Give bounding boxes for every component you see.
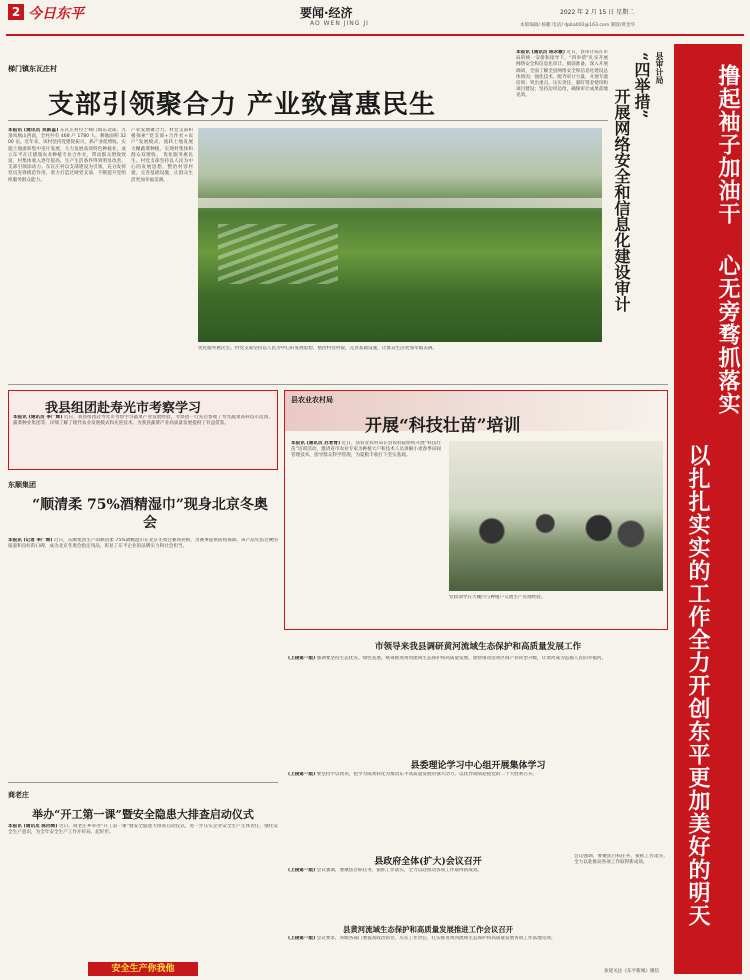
- footer-credit: 欢迎关注《东平新闻》微信: [604, 969, 660, 974]
- science-text: 近日，县农业农村局在县农科院组织开展“科技壮苗”培训活动，邀请省市农业专家为种植大户和技术人员讲解小麦春季田间管理技术，指导群众科学管理，为夏粮丰收打下坚实基础。: [291, 441, 441, 459]
- section-title: 要闻·经济: [300, 6, 353, 20]
- gov-meeting-continued-text: 会议强调，要聚焦目标任务，狠抓工作落实，全力以赴推动各项工作取得新成效。: [574, 854, 668, 866]
- slogan-banner: [674, 44, 742, 974]
- theory-study-body: [288, 772, 668, 850]
- masthead-rule: [6, 34, 744, 36]
- editor-line: 本版编辑/ 杨鹏 电话/ dpba002@163.com 制版/黄金华: [520, 23, 636, 28]
- top-story-title: 支部引领聚合力 产业致富惠民生: [48, 90, 437, 120]
- gov-meeting-continued: [574, 854, 668, 966]
- shanglaozhuang-title: 举办“开工第一课”暨安全隐患大排查启动仪式: [32, 808, 254, 821]
- river-meeting-body: [288, 936, 568, 976]
- shanglaozhuang-kicker: 商老庄: [8, 791, 29, 799]
- slogan-col-3: 以扎扎实实的工作全力开创东平更加美好的明天: [685, 444, 711, 927]
- top-story-body-3: 产业发展聚合力。村党支部积极探索“党支部+合作社+农户”发展模式，流转土地发展大棚蔬菜种植，实现村集体和群众双增收。: [131, 128, 193, 158]
- theory-study-byline: (上接第一版): [288, 772, 316, 777]
- top-story-body-1: 东瓦庄村位于梯门镇东北部，九顶凤凰山西南，全村共有 468 户 1780 人，耕地面积 3200 亩。近年来，该村坚持党建促振兴，抓产业促增收，实施土地流转集中连片发展，大力发展高效特色种植业，成立东平瓦庄德瑞农业种植专业合作社，带动群众增收致富，村集体收入逐年提高，生产生活条件得到明显改善。: [8, 128, 126, 165]
- study-tour-text: 近日，我县组团赴寿光市考察学习蔬菜产业发展经验。考察团一行先后参观了寿光蔬菜高科技示范园、蔬菜种业集团等，详细了解了现代农业发展模式和先进技术，为我县蔬菜产业高质量发展提供了有益借鉴。: [13, 415, 273, 427]
- city-leader-text: 强调要坚持生态优先、绿色发展，统筹推进黄河流域生态保护和高质量发展，加快推动沿黄区域产业转型升级，让黄河成为造福人民的幸福河。: [316, 656, 607, 661]
- shanglaozhuang-text: 近日，商老庄乡举办“开工第一课”暨安全隐患大排查启动仪式，进一步压实企业安全生产主体责任，强化安全生产意识，为全年安全生产工作开好局、起好步。: [8, 824, 278, 836]
- training-photo-caption: 党政领导在大棚内与种植户交流生产管理经验。: [449, 595, 546, 600]
- top-story-body-2: 支部引领添动力。东瓦庄村以支部建设为引领，充分发挥党员先锋模范作用，着力打造过硬党支部，不断提升党组织服务群众能力。: [8, 165, 126, 183]
- science-kicker: 县农业农村局: [291, 396, 333, 404]
- theory-study-title: 县委理论学习中心组开展集体学习: [410, 761, 546, 771]
- top-story-byline: 本报讯 (通讯员 吴新蕊): [8, 128, 59, 133]
- section-divider-1: [8, 384, 668, 385]
- theory-study-text: 要坚持学以致用，把学习成果转化为推动东平高质量发展的强大动力，以优异成绩迎接党的二十大胜利召开。: [316, 772, 538, 777]
- science-byline: 本报讯 (通讯员 苏青青): [291, 441, 341, 446]
- science-training-box: [284, 390, 668, 630]
- city-leader-title: 市领导来我县调研黄河流域生态保护和高质量发展工作: [374, 642, 582, 652]
- gov-meeting-text: 会议强调，要聚焦目标任务，狠抓工作落实，全力以赴推动各项工作取得新成效。: [316, 868, 483, 873]
- audit-story-body: [516, 50, 608, 380]
- science-title: 开展“科技壮苗”培训: [365, 416, 521, 436]
- river-meeting-byline: (上接第一版): [288, 936, 316, 941]
- study-tour-body: [13, 415, 273, 467]
- top-story-body-4-tail: 优化服务惠民生。村党支部坚持以人民为中心的发展思想，整治村容村貌，完善基础设施，让群众生活更加幸福美满。: [198, 346, 437, 351]
- audit-story-title-1: “四举措”: [632, 52, 651, 119]
- top-story-col-2: [131, 128, 193, 350]
- dongshun-kicker: 东顺集团: [8, 481, 36, 489]
- audit-story-title-2: 开展网络安全和信息化建设审计: [612, 88, 631, 312]
- audit-story-text: 近日，县审计局在市局的统一安排和指导下，“四举措”扎实开展网络安全和信息化审计。搞前准备，深入开展调研，全面了解全县网络安全和信息化建设总体情况；强化技术，配齐审计力量，开展专题培训；突出重点，压实责任，紧盯资金使用和项目建设；坚持边审边改，确保审计成果落地见效。: [516, 50, 608, 99]
- city-leader-byline: (上接第一版): [288, 656, 316, 661]
- gov-meeting-title: 县政府全体(扩大)会议召开: [374, 857, 482, 867]
- issue-date: 2022 年 2 月 15 日 星期二: [560, 9, 635, 16]
- page-number: 2: [8, 4, 24, 20]
- dongshun-body: [8, 538, 278, 778]
- audit-story-byline: 本报讯 (通讯员 陈永敏): [516, 50, 565, 55]
- city-leader-body: [288, 656, 668, 754]
- study-tour-box: [8, 390, 278, 470]
- river-meeting-title: 县黄河流域生态保护和高质量发展推进工作会议召开: [343, 925, 513, 934]
- newspaper-logo: 今日东平: [28, 6, 84, 22]
- shanglaozhuang-byline: 本报讯 (通讯员 陈同辉): [8, 824, 58, 829]
- audit-story-headline: [610, 52, 670, 382]
- slogan-col-2: 心无旁骛抓落实: [715, 254, 741, 415]
- section-title-english: AO WEN JING JI: [310, 20, 369, 27]
- gov-meeting-body: [288, 868, 568, 922]
- river-meeting-text: 会议要求，各级各部门要提高政治站位，压实工作责任，扎实推进黄河流域生态保护和高质量发展各项工作落地见效。: [316, 936, 556, 941]
- slogan-col-1: 撸起袖子加油干: [715, 64, 741, 225]
- top-story-kicker: 梯门镇东瓦庄村: [8, 65, 57, 73]
- section-divider-2: [8, 782, 278, 783]
- study-tour-byline: 本报讯 (通讯员 李广辉): [13, 415, 63, 420]
- masthead: [0, 0, 750, 44]
- study-tour-title: 我县组团赴寿光市考察学习: [45, 401, 202, 416]
- dongshun-text: 近日，东顺集团生产的顺清柔 75%酒精湿巾在北京冬奥会赛场亮相，为赛事提供防疫保障。该产品凭借过硬的质量和良好的口碑，成为北京冬奥会指定用品，彰显了东平企业的品牌实力和社会担当。: [8, 538, 278, 550]
- training-photo: [449, 441, 663, 591]
- shanglaozhuang-body: [8, 824, 278, 964]
- top-story-body-4: 优化服务惠民生。村党支部坚持以人民为中心的发展思想，整治村容村貌，完善基础设施，让群众生活更加幸福美满。: [131, 152, 193, 183]
- gov-meeting-byline: (上接第一版): [288, 868, 316, 873]
- dongshun-byline: 本报讯 (记者 李广辉): [8, 538, 53, 543]
- safety-slogan-strip: 安全生产你我他: [88, 962, 198, 976]
- dongshun-title: “顺清柔 75%酒精湿巾”现身北京冬奥会: [32, 497, 268, 531]
- science-body: [291, 441, 441, 625]
- audit-story-kicker: 县审计局: [655, 52, 664, 84]
- top-story-col-1: [8, 128, 126, 350]
